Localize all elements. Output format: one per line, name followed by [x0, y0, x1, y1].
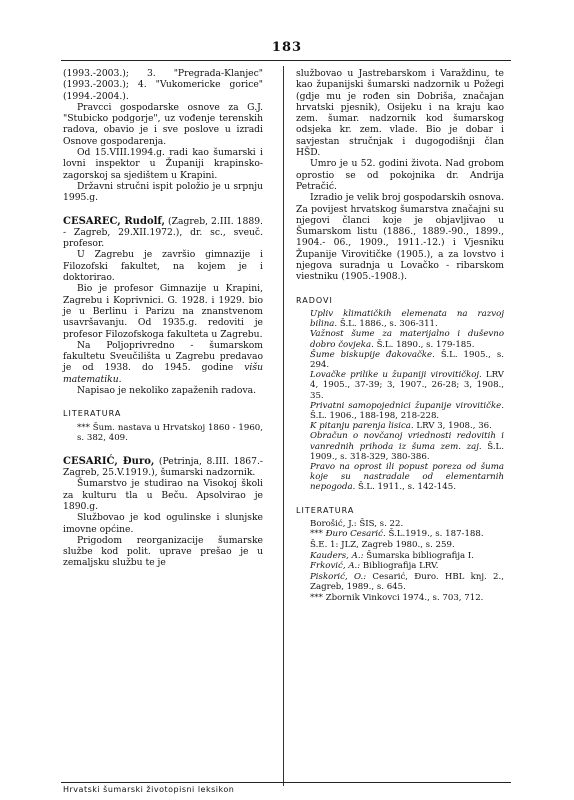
paragraph: Pravcci gospodarske osnove za G.J. "Stubicko podgorje", uz vođenje terenskih radova, obavio je i sve poslove u izradi Osnove gospodarenja. — [63, 101, 263, 147]
radovi-source: Š.L. 1890., s. 179-185. — [373, 339, 475, 350]
literatura-label: LITERATURA — [63, 409, 122, 419]
radovi-source: LRV 3, 1908., 36. — [413, 421, 492, 432]
radovi-item — [296, 309, 504, 329]
radovi-source: Š.L. 1909., s. 318-329, 380-386. — [310, 441, 504, 462]
subject-italic: višu matematiku. — [63, 362, 263, 385]
radovi-title: Šume biskupije đakovačke. — [310, 349, 435, 360]
literatura-list — [296, 519, 504, 604]
paragraph: Umro je u 52. godini života. Nad grobom oprostio se od pokojnika dr. Andrija Petračić. — [296, 158, 504, 192]
literatura-item — [296, 540, 504, 551]
paragraph: Napisao je nekoliko zapaženih radova. — [77, 385, 257, 397]
literatura-italic: Đuro Cesarić. — [325, 529, 386, 540]
radovi-title: Obračun o novčanoj vriednosti redovitih i vanrednih prihoda iz šuma zem. zaj. — [310, 431, 504, 452]
literatura-before: *** Zbornik Vinkovci 1974., s. 703, 712. — [310, 593, 484, 604]
bottom-rule — [61, 782, 511, 783]
paragraph: U Zagrebu je završio gimnazije i Filozofski fakultet, na kojem je i doktorirao. — [63, 249, 263, 284]
literatura-italic: Kauders, A.: — [310, 550, 364, 561]
right-column — [296, 68, 504, 604]
literatura-after: Bibliografija LRV. — [360, 561, 439, 572]
literatura-item: *** Šum. nastava u Hrvatskoj 1860 - 1960, s. 382, 409. — [77, 422, 263, 444]
radovi-item — [296, 431, 504, 462]
paragraph: Bio je profesor Gimnazije u Krapini, Zagrebu i Koprivnici. G. 1928. i 1929. bio je u Berlinu i Parizu na znanstvenom usavršavanju. Od 1935.g. redoviti je profesor Filozofskoga fakulteta u Zagrebu. — [63, 283, 263, 340]
entry-bio: (Zagreb, 2.III. 1889. - Zagreb, 29.XII.1972.), dr. sc., sveuč. profesor. — [63, 215, 263, 250]
column-divider — [283, 66, 284, 786]
paragraph-text: Na Poljoprivredno - šumarskom fakultetu Sveučilišta u Zagrebu predavao je od 1938. do 1945. godine — [63, 339, 263, 374]
literatura-after: Š.L.1919., s. 187-188. — [385, 529, 484, 540]
radovi-item — [296, 421, 504, 431]
entry-heading-cesaric — [63, 456, 263, 479]
top-rule — [61, 60, 511, 61]
literatura-after: Šumarska bibliografija I. — [363, 550, 475, 561]
literatura-item — [296, 529, 504, 540]
radovi-item — [296, 401, 504, 421]
radovi-title: K pitanju parenja lisica. — [310, 421, 414, 432]
page-number: 183 — [271, 40, 303, 55]
literatura-item — [296, 572, 504, 593]
paragraph: Izradio je velik broj gospodarskih osnova. Za povijest hrvatskog šumarstva značajni su njegovi članci koje je objavljivao u Šumarskom listu (1886., 1889.-90., 1899., 1904.- 06., 1909., 1911.-12.) i Vjesniku Županije Virovitičke (1905.), a za lovstvo i njegova suradnja u Lovačko - ribarskom viestniku (1905.-1908.). — [296, 192, 505, 283]
radovi-source: Š.L. 1906., 188-198, 218-228. — [310, 410, 440, 421]
radovi-item — [296, 462, 504, 493]
literatura-italic: Frković, A.: — [310, 561, 361, 572]
radovi-title: Upliv klimatičkih elemenata na razvoj bilina. — [310, 308, 504, 330]
literatura-item — [296, 519, 504, 530]
literatura-before: *** — [310, 529, 326, 540]
continuation-text: službovao u Jastrebarskom i Varaždinu, te kao županijski šumarski nadzornik u Požegi (gdje mu je rođen sin Dobriša, značajan hrvatski pjesnik), Osijeku i na kraju kao zem. šumar. nadzornik kod šumarskog odsjeka kr. zem. vlade. Bio je dobar i savjestan stručnjak i dugogodišnji član HŠD. — [296, 68, 504, 159]
entry-heading-cesarec — [63, 216, 263, 250]
radovi-item — [296, 350, 504, 370]
radovi-list — [296, 309, 504, 493]
continuation-text: (1993.-2003.); 3. "Pregrada-Klanjec" (1993.-2003.); 4. "Vukomericke gorice" (1994.-2004.). — [63, 68, 263, 102]
radovi-item — [296, 370, 504, 401]
literatura-after: Cesarić, Đuro. HBL knj. 2., Zagreb, 1989., s. 645. — [310, 571, 504, 593]
entry-name: CESAREC, Rudolf, — [63, 215, 165, 227]
paragraph — [63, 340, 263, 385]
radovi-source: Š.L. 1886., s. 306-311. — [337, 319, 438, 330]
radovi-title: Lovačke prilike u županiji virovitičkoj. — [310, 370, 482, 381]
radovi-item — [296, 329, 504, 349]
radovi-title: Privatni samopojednici županije virovitičke. — [310, 400, 504, 411]
literatura-label: LITERATURA — [296, 505, 355, 515]
paragraph: Od 15.VIII.1994.g. radi kao šumarski i lovni inspektor u Županiji krapinsko-zagorskoj sa sjedištem u Krapini. — [63, 147, 263, 181]
radovi-source: Š.L. 1905., s. 294. — [310, 349, 504, 370]
radovi-label: RADOVI — [296, 295, 333, 305]
footer: Hrvatski šumarski životopisni leksikon — [63, 785, 235, 794]
left-column — [63, 68, 263, 569]
literatura-item — [296, 593, 504, 604]
radovi-title: Pravo na oprost ili popust poreza od šuma koje su nastradale od elementarnih nepogoda. — [310, 461, 504, 493]
literatura-item — [296, 561, 504, 572]
paragraph: Službovao je kod ogulinske i slunjske imovne općine. — [63, 512, 263, 535]
paragraph: Državni stručni ispit položio je u srpnju 1995.g. — [63, 180, 263, 204]
paragraph: Prigodom reorganizacije šumarske službe kod polit. uprave prešao je u zemaljsku službu te je — [63, 534, 263, 569]
literatura-item — [296, 551, 504, 562]
literatura-before: Borošić, J.: ŠIS, s. 22. — [310, 518, 404, 529]
literatura-before: Š.E. 1: JLZ, Zagreb 1980., s. 259. — [310, 540, 455, 551]
entry-name: CESARIĆ, Đuro, — [63, 455, 155, 467]
radovi-source: LRV 4, 1905., 37-39; 3, 1907., 26-28; 3, 1908., 35. — [310, 370, 504, 401]
radovi-title: Važnost šume za materijalno i duševno dobro čovjeka. — [310, 329, 504, 350]
radovi-source: Š.L. 1911., s. 142-145. — [355, 482, 456, 493]
paragraph: Šumarstvo je studirao na Visokoj školi za kulturu tla u Beču. Apsolvirao je 1890.g. — [63, 478, 263, 512]
entry-bio: (Petrinja, 8.III. 1867.-Zagreb, 25.V.1919.), šumarski nadzornik. — [63, 455, 264, 479]
literatura-italic: Piskorić, O.: — [310, 571, 367, 582]
